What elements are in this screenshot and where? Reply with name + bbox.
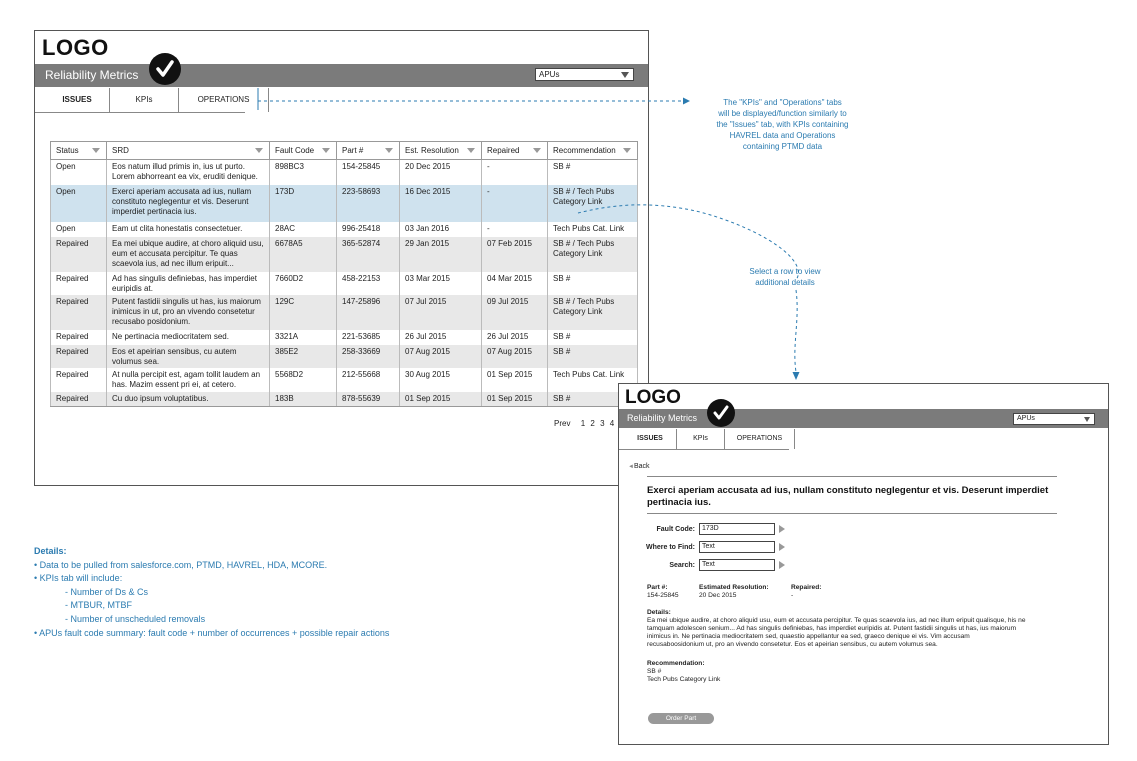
recommendation-cell: Tech Pubs Cat. Link — [548, 368, 638, 392]
recommendation-cell: SB # / Tech Pubs Category Link — [548, 295, 638, 330]
logo: LOGO — [625, 387, 681, 408]
recommendation-section — [647, 660, 720, 684]
column-header-srd[interactable]: SRD — [107, 142, 270, 160]
tab-operations[interactable]: OPERATIONS — [179, 88, 269, 112]
srd-cell: Putent fastidii singulis ut has, ius maiorum inimicus in ut, pro an vivendo consetetur recusabo posidonium. — [107, 295, 270, 330]
fault-code-label: Fault Code: — [656, 526, 695, 533]
fault-code-cell: 385E2 — [270, 345, 337, 368]
details-line: • KPIs tab will include: — [34, 573, 123, 584]
fault-code-cell: 28AC — [270, 222, 337, 237]
where-to-find-label: Where to Find: — [646, 544, 695, 551]
details-heading: Details: — [34, 546, 67, 556]
page-title: Reliability Metrics — [45, 68, 139, 82]
main-screen — [34, 30, 649, 486]
column-header-est-resolution[interactable]: Est. Resolution — [400, 142, 482, 160]
srd-cell: Ne pertinacia mediocritatem sed. — [107, 330, 270, 345]
where-to-find-field[interactable]: Text — [699, 541, 775, 553]
recommendation-cell: SB # — [548, 392, 638, 407]
part-cell: 223-58693 — [337, 185, 400, 222]
pager-page-1[interactable]: 1 — [580, 419, 586, 428]
detail-screen — [618, 383, 1109, 745]
details-text: Ea mei ubique audire, at choro aliquid usu, eum et accusata percipitur. Te quas scaevola ius, ad nec illum eripuit qualisque, his ne tamquam adolescen senium... Ad has singulis definiebas, has imperdiet euripidis at. Putent fastidii singulis ut has, ius maiorum inimicus in. Ne pertinacia mediocritatem sed, quaestio appellantur ea sed, graeco denique ei vis. Vim accusam recusaboosidonium ut, pro an vivendo consetetur. Eos et apeirian sensibus, cu autem volumus sea. — [647, 617, 1026, 648]
table-row[interactable] — [51, 185, 638, 222]
est-resolution-cell: 20 Dec 2015 — [400, 160, 482, 185]
table-row[interactable] — [51, 392, 638, 407]
recommendation-label: Recommendation: — [647, 660, 705, 667]
est-resolution-cell: 16 Dec 2015 — [400, 185, 482, 222]
status-cell: Repaired — [51, 345, 107, 368]
pager-page-3[interactable]: 3 — [600, 419, 605, 428]
pager-page-4[interactable]: 4 — [609, 419, 615, 428]
back-link[interactable]: ◄ Back — [628, 463, 650, 470]
recommendation-cell: SB # — [548, 345, 638, 368]
fault-code-cell: 6678A5 — [270, 237, 337, 272]
est-resolution-cell: 26 Jul 2015 — [400, 330, 482, 345]
check-icon — [149, 53, 181, 85]
divider — [647, 513, 1057, 514]
part-cell: 996-25418 — [337, 222, 400, 237]
repaired-cell: 26 Jul 2015 — [482, 330, 548, 345]
sort-arrow-icon — [467, 148, 475, 153]
status-cell: Open — [51, 222, 107, 237]
status-cell: Repaired — [51, 237, 107, 272]
srd-cell: Eos natum illud primis in, ius ut purto. Lorem abhorreant ea vix, eruditi denique. — [107, 160, 270, 185]
fault-code-cell: 173D — [270, 185, 337, 222]
table-row[interactable] — [51, 330, 638, 345]
status-cell: Open — [51, 160, 107, 185]
play-arrow-icon[interactable] — [779, 543, 785, 551]
sort-arrow-icon — [533, 148, 541, 153]
pager-page-2[interactable]: 2 — [590, 419, 595, 428]
recommendation-cell: SB # — [548, 330, 638, 345]
part-value: 154-25845 — [647, 592, 679, 599]
part-cell: 878-55639 — [337, 392, 400, 407]
sort-arrow-icon — [623, 148, 631, 153]
chevron-down-icon — [621, 72, 629, 78]
check-icon — [707, 399, 735, 427]
column-header-status[interactable]: Status — [51, 142, 107, 160]
part-cell: 365-52874 — [337, 237, 400, 272]
details-line: - MTBUR, MTBF — [65, 600, 132, 611]
pagination — [554, 419, 617, 428]
part-cell: 147-25896 — [337, 295, 400, 330]
repaired-cell: 04 Mar 2015 — [482, 272, 548, 295]
pager-prev[interactable]: Prev — [554, 419, 571, 428]
table-row[interactable] — [51, 368, 638, 392]
repaired-info — [791, 584, 821, 600]
part-cell: 212-55668 — [337, 368, 400, 392]
apu-select[interactable] — [1013, 413, 1095, 425]
repaired-label: Repaired: — [791, 584, 822, 591]
sort-arrow-icon — [92, 148, 100, 153]
tab-kpis[interactable]: KPIs — [677, 429, 725, 449]
srd-cell: Ea mei ubique audire, at choro aliquid usu, eum et accusata percipitur. Te quas scaevola ius, ad nec illum eripuit... — [107, 237, 270, 272]
recommendation-cell: SB # / Tech Pubs Category Link — [548, 237, 638, 272]
row-annotation: Select a row to view additional details — [749, 267, 821, 287]
part-cell: 258-33669 — [337, 345, 400, 368]
details-line: • Data to be pulled from salesforce.com, PTMD, HAVREL, HDA, MCORE. — [34, 559, 328, 570]
table-row[interactable] — [51, 237, 638, 272]
sort-arrow-icon — [255, 148, 263, 153]
tab-underline — [619, 449, 789, 450]
status-cell: Repaired — [51, 272, 107, 295]
srd-cell: Eos et apeirian sensibus, cu autem volumus sea. — [107, 345, 270, 368]
repaired-cell: - — [482, 222, 548, 237]
details-line: - Number of Ds & Cs — [65, 586, 149, 597]
est-resolution-info — [699, 584, 769, 600]
srd-cell: Ad has singulis definiebas, has imperdiet euripidis at. — [107, 272, 270, 295]
fault-code-cell: 5568D2 — [270, 368, 337, 392]
part-cell: 154-25845 — [337, 160, 400, 185]
est-resolution-cell: 03 Mar 2015 — [400, 272, 482, 295]
est-resolution-cell: 01 Sep 2015 — [400, 392, 482, 407]
logo: LOGO — [42, 35, 109, 60]
apu-select-value: APUs — [1017, 415, 1035, 422]
repaired-cell: - — [482, 160, 548, 185]
order-part-button[interactable]: Order Part — [648, 713, 714, 724]
tab-bar — [624, 429, 795, 449]
repaired-cell: 01 Sep 2015 — [482, 368, 548, 392]
status-cell: Repaired — [51, 295, 107, 330]
fault-code-field[interactable]: 173D — [699, 523, 775, 535]
repaired-cell: 09 Jul 2015 — [482, 295, 548, 330]
est-resolution-cell: 29 Jan 2015 — [400, 237, 482, 272]
status-cell: Open — [51, 185, 107, 222]
srd-cell: Exerci aperiam accusata ad ius, nullam constituto neglegentur et vis. Deserunt imperdiet pertinacia ius. — [107, 185, 270, 222]
tab-kpis[interactable]: KPIs — [110, 88, 179, 112]
status-cell: Repaired — [51, 368, 107, 392]
part-cell: 458-22153 — [337, 272, 400, 295]
est-resolution-label: Estimated Resolution: — [699, 584, 769, 591]
repaired-cell: 07 Aug 2015 — [482, 345, 548, 368]
tab-issues[interactable]: ISSUES — [624, 429, 677, 449]
repaired-value: - — [791, 592, 794, 599]
recommendation-line: Tech Pubs Category Link — [647, 676, 721, 683]
search-label: Search: — [669, 562, 695, 569]
issue-title: Exerci aperiam accusata ad ius, nullam constituto neglegentur et vis. Deserunt imperdiet pertinacia ius. — [647, 485, 1049, 508]
fault-code-cell: 183B — [270, 392, 337, 407]
column-header-part[interactable]: Part # — [337, 142, 400, 160]
column-header-recommendation[interactable]: Recommendation — [548, 142, 638, 160]
recommendation-cell: Tech Pubs Cat. Link — [548, 222, 638, 237]
est-resolution-value: 20 Dec 2015 — [699, 592, 737, 599]
details-section — [647, 609, 1027, 649]
table-row[interactable] — [51, 272, 638, 295]
part-label: Part #: — [647, 584, 668, 591]
details-label: Details: — [647, 609, 671, 616]
recommendation-cell: SB # — [548, 160, 638, 185]
recommendation-cell: SB # / Tech Pubs Category Link — [548, 185, 638, 222]
column-header-fault-code[interactable]: Fault Code — [270, 142, 337, 160]
est-resolution-cell: 07 Aug 2015 — [400, 345, 482, 368]
search-field[interactable]: Text — [699, 559, 775, 571]
tab-issues[interactable]: ISSUES — [45, 88, 110, 112]
status-cell: Repaired — [51, 330, 107, 345]
details-line: - Number of unscheduled removals — [65, 613, 206, 624]
details-notes — [34, 545, 389, 640]
fault-code-cell: 3321A — [270, 330, 337, 345]
srd-cell: Cu duo ipsum voluptatibus. — [107, 392, 270, 407]
table-row[interactable] — [51, 345, 638, 368]
srd-cell: At nulla percipit est, agam tollit laudem an has. Mazim essent pri ei, at cetero. — [107, 368, 270, 392]
recommendation-cell: SB # — [548, 272, 638, 295]
tab-operations[interactable]: OPERATIONS — [725, 429, 795, 449]
repaired-cell: - — [482, 185, 548, 222]
play-arrow-icon[interactable] — [779, 561, 785, 569]
tab-bar — [45, 88, 269, 112]
sort-arrow-icon — [385, 148, 393, 153]
tabs-annotation: The "KPIs" and "Operations" tabs will be displayed/function similarly to the "Issues" tab, with KPIs containing HAVREL data and Operations containing PTMD data — [716, 98, 849, 151]
tab-underline — [35, 112, 245, 113]
details-line: • APUs fault code summary: fault code + number of occurrences + possible repair actions — [34, 627, 390, 638]
page-title: Reliability Metrics — [627, 413, 698, 423]
fault-code-cell: 129C — [270, 295, 337, 330]
apu-select-value: APUs — [539, 70, 560, 79]
est-resolution-cell: 03 Jan 2016 — [400, 222, 482, 237]
table-row[interactable] — [51, 160, 638, 185]
fault-code-cell: 898BC3 — [270, 160, 337, 185]
est-resolution-cell: 30 Aug 2015 — [400, 368, 482, 392]
chevron-down-icon — [1084, 417, 1090, 422]
repaired-cell: 07 Feb 2015 — [482, 237, 548, 272]
status-cell: Repaired — [51, 392, 107, 407]
issues-table — [50, 141, 638, 407]
play-arrow-icon[interactable] — [779, 525, 785, 533]
table-row[interactable] — [51, 295, 638, 330]
column-header-repaired[interactable]: Repaired — [482, 142, 548, 160]
srd-cell: Eam ut clita honestatis consectetuer. — [107, 222, 270, 237]
table-row[interactable] — [51, 222, 638, 237]
part-info — [647, 584, 679, 600]
divider — [647, 476, 1057, 477]
table-header-row — [51, 142, 638, 160]
part-cell: 221-53685 — [337, 330, 400, 345]
est-resolution-cell: 07 Jul 2015 — [400, 295, 482, 330]
apu-select[interactable] — [535, 68, 634, 81]
repaired-cell: 01 Sep 2015 — [482, 392, 548, 407]
fault-code-cell: 7660D2 — [270, 272, 337, 295]
sort-arrow-icon — [322, 148, 330, 153]
recommendation-line: SB # — [647, 668, 662, 675]
